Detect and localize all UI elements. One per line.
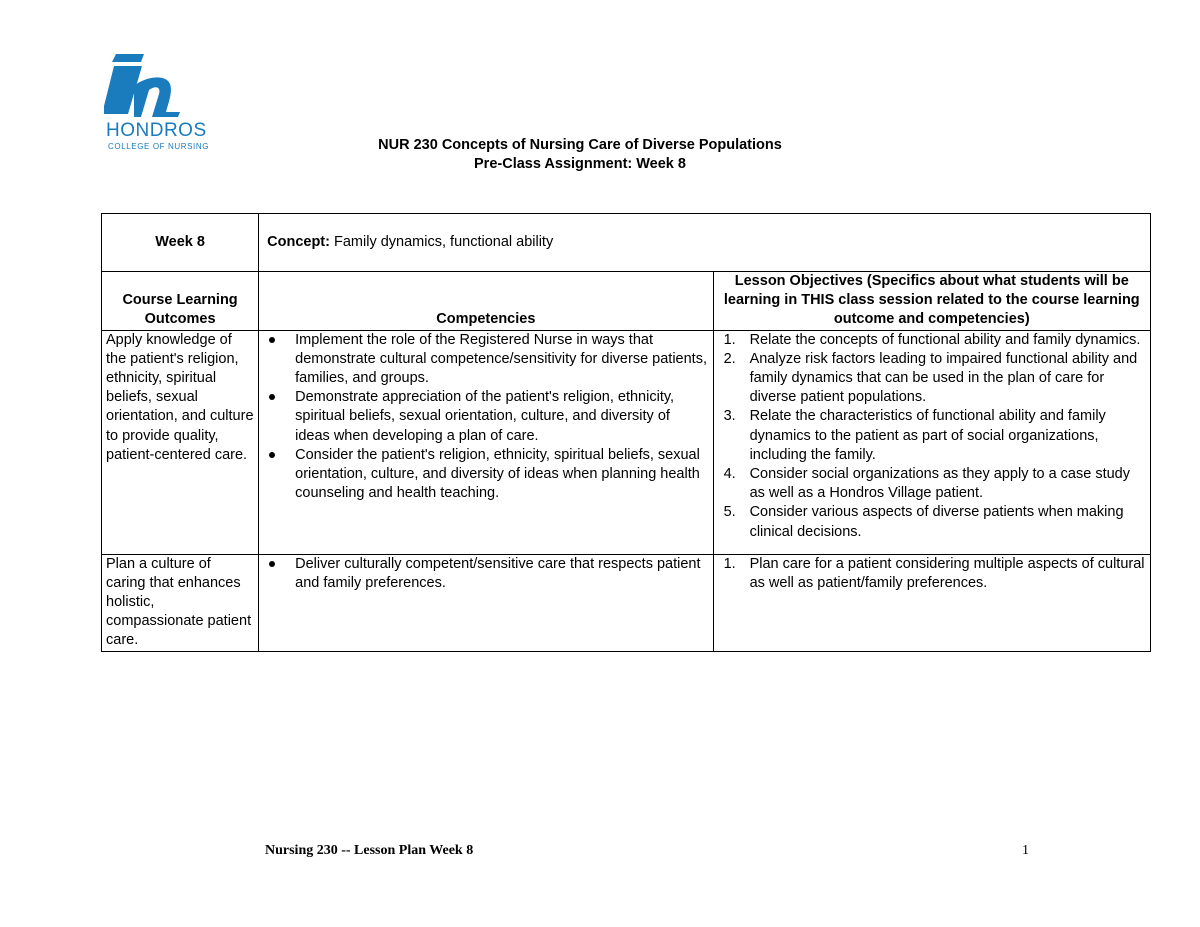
objective-item — [718, 350, 1146, 408]
lesson-plan-table — [101, 213, 1151, 652]
competencies-cell — [259, 554, 713, 651]
header-row — [102, 272, 1151, 331]
footer-text: Nursing 230 -- Lesson Plan Week 8 — [265, 843, 474, 858]
objective-item — [718, 503, 1146, 541]
outcome-cell: Plan a culture of caring that enhances holistic, compassionate patient care. — [102, 554, 259, 651]
competency-item: Consider the patient's religion, ethnicity, spiritual beliefs, sexual orientation, culture, and diversity of ideas when planning health counseling and health teaching. — [263, 446, 708, 504]
objective-list — [718, 331, 1146, 542]
objective-text: Analyze risk factors leading to impaired functional ability and family dynamics that can be used in the plan of care for diverse patient populations. — [749, 350, 1138, 406]
header-competencies: Competencies — [259, 272, 713, 331]
objective-item — [718, 555, 1146, 593]
objective-text: Consider various aspects of diverse patients when making clinical decisions. — [749, 504, 1124, 540]
objectives-cell — [713, 554, 1150, 651]
objective-number: 5. — [723, 504, 736, 521]
objective-text: Consider social organizations as they apply to a case study as well as a Hondros Village patient. — [749, 466, 1130, 502]
competency-item: Implement the role of the Registered Nurse in ways that demonstrate cultural competence/sensitivity for diverse patients, families, and groups. — [263, 331, 708, 389]
week-label: Week 8 — [102, 214, 259, 272]
week-row — [102, 214, 1151, 272]
objective-number: 1. — [723, 331, 736, 348]
competency-list — [263, 555, 708, 593]
logo-subtitle: COLLEGE OF NURSING — [108, 142, 210, 151]
competency-list — [263, 331, 708, 504]
header-outcomes: Course Learning Outcomes — [102, 272, 259, 331]
objective-text: Plan care for a patient considering multiple aspects of cultural as well as patient/family preferences. — [749, 555, 1145, 591]
hondros-h-logo-icon — [104, 54, 194, 120]
hondros-logo — [104, 54, 224, 154]
objective-number: 3. — [723, 408, 736, 425]
title-line-2: Pre-Class Assignment: Week 8 — [474, 156, 686, 172]
header-objectives: Lesson Objectives (Specifics about what students will be learning in THIS class session related to the course learning outcome and competencies) — [713, 272, 1150, 331]
logo-name: HONDROS — [106, 120, 207, 141]
objective-item — [718, 407, 1146, 465]
competency-item: Demonstrate appreciation of the patient's religion, ethnicity, spiritual beliefs, sexual orientation, culture, and diversity of ideas when developing a plan of care. — [263, 388, 708, 446]
objective-item — [718, 465, 1146, 503]
objective-number: 1. — [723, 555, 736, 572]
document-title — [300, 136, 860, 174]
table-row — [102, 330, 1151, 554]
title-line-1: NUR 230 Concepts of Nursing Care of Diverse Populations — [378, 137, 782, 153]
concept-value: Family dynamics, functional ability — [329, 233, 554, 250]
concept-cell — [259, 214, 1151, 272]
competency-item: Deliver culturally competent/sensitive care that respects patient and family preferences. — [263, 555, 708, 593]
objective-text: Relate the characteristics of functional ability and family dynamics to the patient as part of social organizations, including the family. — [749, 408, 1106, 463]
outcome-cell: Apply knowledge of the patient's religion, ethnicity, spiritual beliefs, sexual orientation, and culture to provide quality, patient-centered care. — [102, 330, 259, 554]
objective-number: 2. — [723, 350, 736, 367]
competencies-cell — [259, 330, 713, 554]
objective-item — [718, 331, 1146, 350]
objective-text: Relate the concepts of functional ability and family dynamics. — [749, 331, 1141, 348]
objective-list — [718, 555, 1146, 593]
objective-number: 4. — [723, 466, 736, 483]
page-number: 1 — [1022, 843, 1029, 858]
objectives-cell — [713, 330, 1150, 554]
concept-label: Concept: — [267, 233, 330, 250]
table-row — [102, 554, 1151, 651]
